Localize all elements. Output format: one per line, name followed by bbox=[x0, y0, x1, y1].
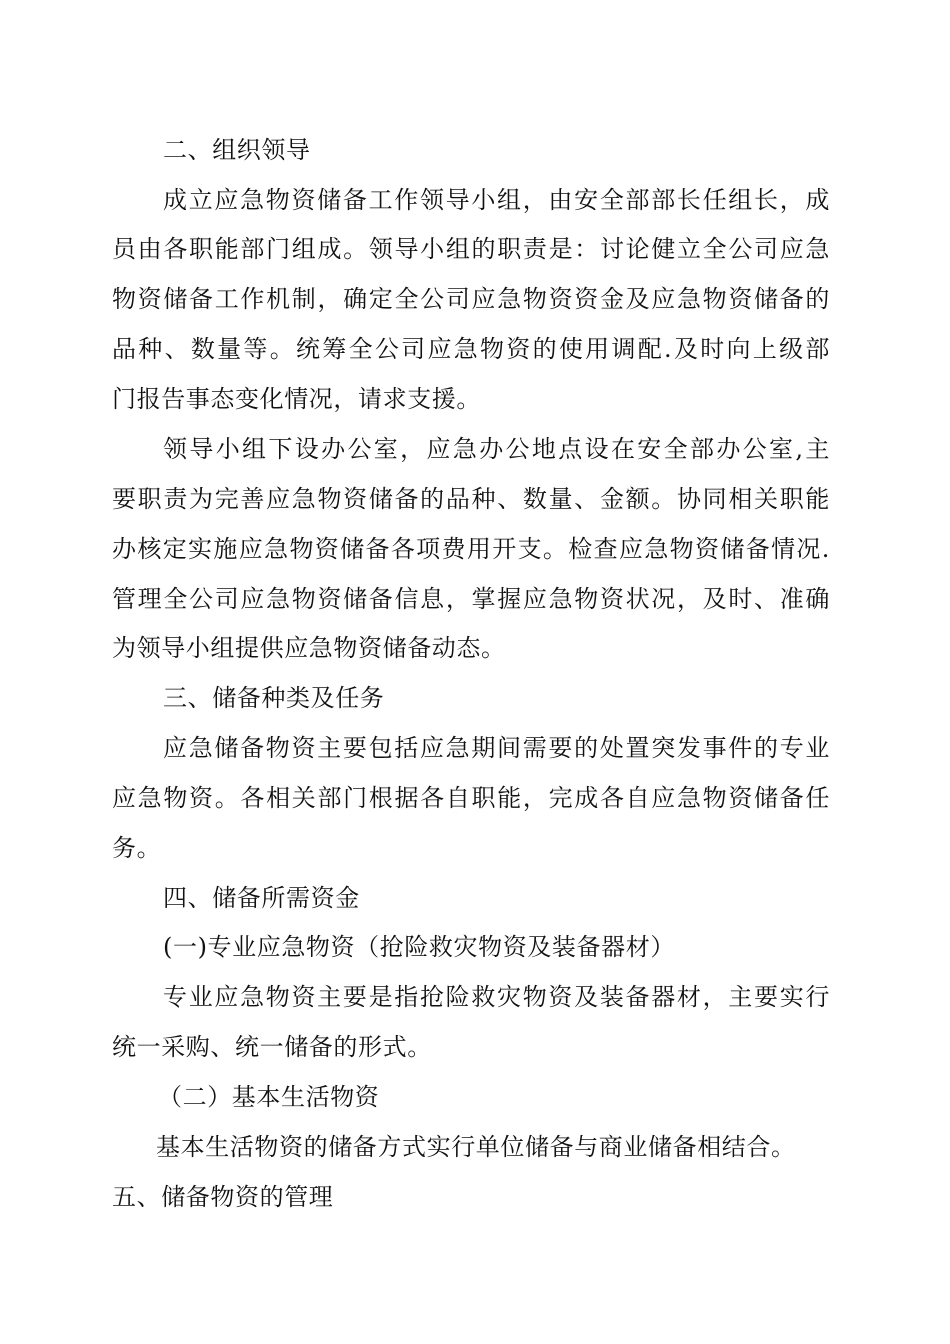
subsection-heading-professional-supplies: (一)专业应急物资（抢险救灾物资及装备器材） bbox=[163, 933, 675, 961]
paragraph-line: 物资储备工作机制，确定全公司应急物资资金及应急物资储备的 bbox=[112, 285, 830, 313]
section-heading-funding: 四、储备所需资金 bbox=[163, 884, 360, 912]
paragraph-line: 统一采购、统一储备的形式。 bbox=[112, 1033, 432, 1061]
subsection-heading-basic-supplies: （二）基本生活物资 bbox=[158, 1083, 380, 1111]
section-heading-organization: 二、组织领导 bbox=[163, 136, 311, 164]
paragraph-line: 应急物资。各相关部门根据各自职能，完成各自应急物资储备任 bbox=[112, 784, 830, 812]
paragraph-line: 品种、数量等。统筹全公司应急物资的使用调配.及时向上级部 bbox=[112, 335, 830, 363]
paragraph-line: 管理全公司应急物资储备信息，掌握应急物资状况，及时、准确 bbox=[112, 585, 830, 613]
paragraph-line: 办核定实施应急物资储备各项费用开支。检查应急物资储备情况. bbox=[112, 535, 830, 563]
paragraph-line: 基本生活物资的储备方式实行单位储备与商业储备相结合。 bbox=[156, 1133, 796, 1161]
paragraph-line: 要职责为完善应急物资储备的品种、数量、金额。协同相关职能 bbox=[112, 485, 830, 513]
paragraph-line: 成立应急物资储备工作领导小组，由安全部部长任组长，成 bbox=[163, 186, 830, 214]
paragraph-line: 为领导小组提供应急物资储备动态。 bbox=[112, 634, 506, 662]
paragraph-line: 员由各职能部门组成。领导小组的职责是：讨论健立全公司应急 bbox=[112, 235, 830, 263]
paragraph-line: 务。 bbox=[112, 834, 162, 862]
section-heading-storage-types: 三、储备种类及任务 bbox=[163, 684, 385, 712]
paragraph-line: 门报告事态变化情况，请求支援。 bbox=[112, 385, 481, 413]
paragraph-line: 专业应急物资主要是指抢险救灾物资及装备器材，主要实行 bbox=[163, 983, 830, 1011]
section-heading-management: 五、储备物资的管理 bbox=[112, 1183, 334, 1211]
paragraph-line: 应急储备物资主要包括应急期间需要的处置突发事件的专业 bbox=[163, 734, 830, 762]
paragraph-line: 领导小组下设办公室，应急办公地点设在安全部办公室,主 bbox=[163, 435, 830, 463]
